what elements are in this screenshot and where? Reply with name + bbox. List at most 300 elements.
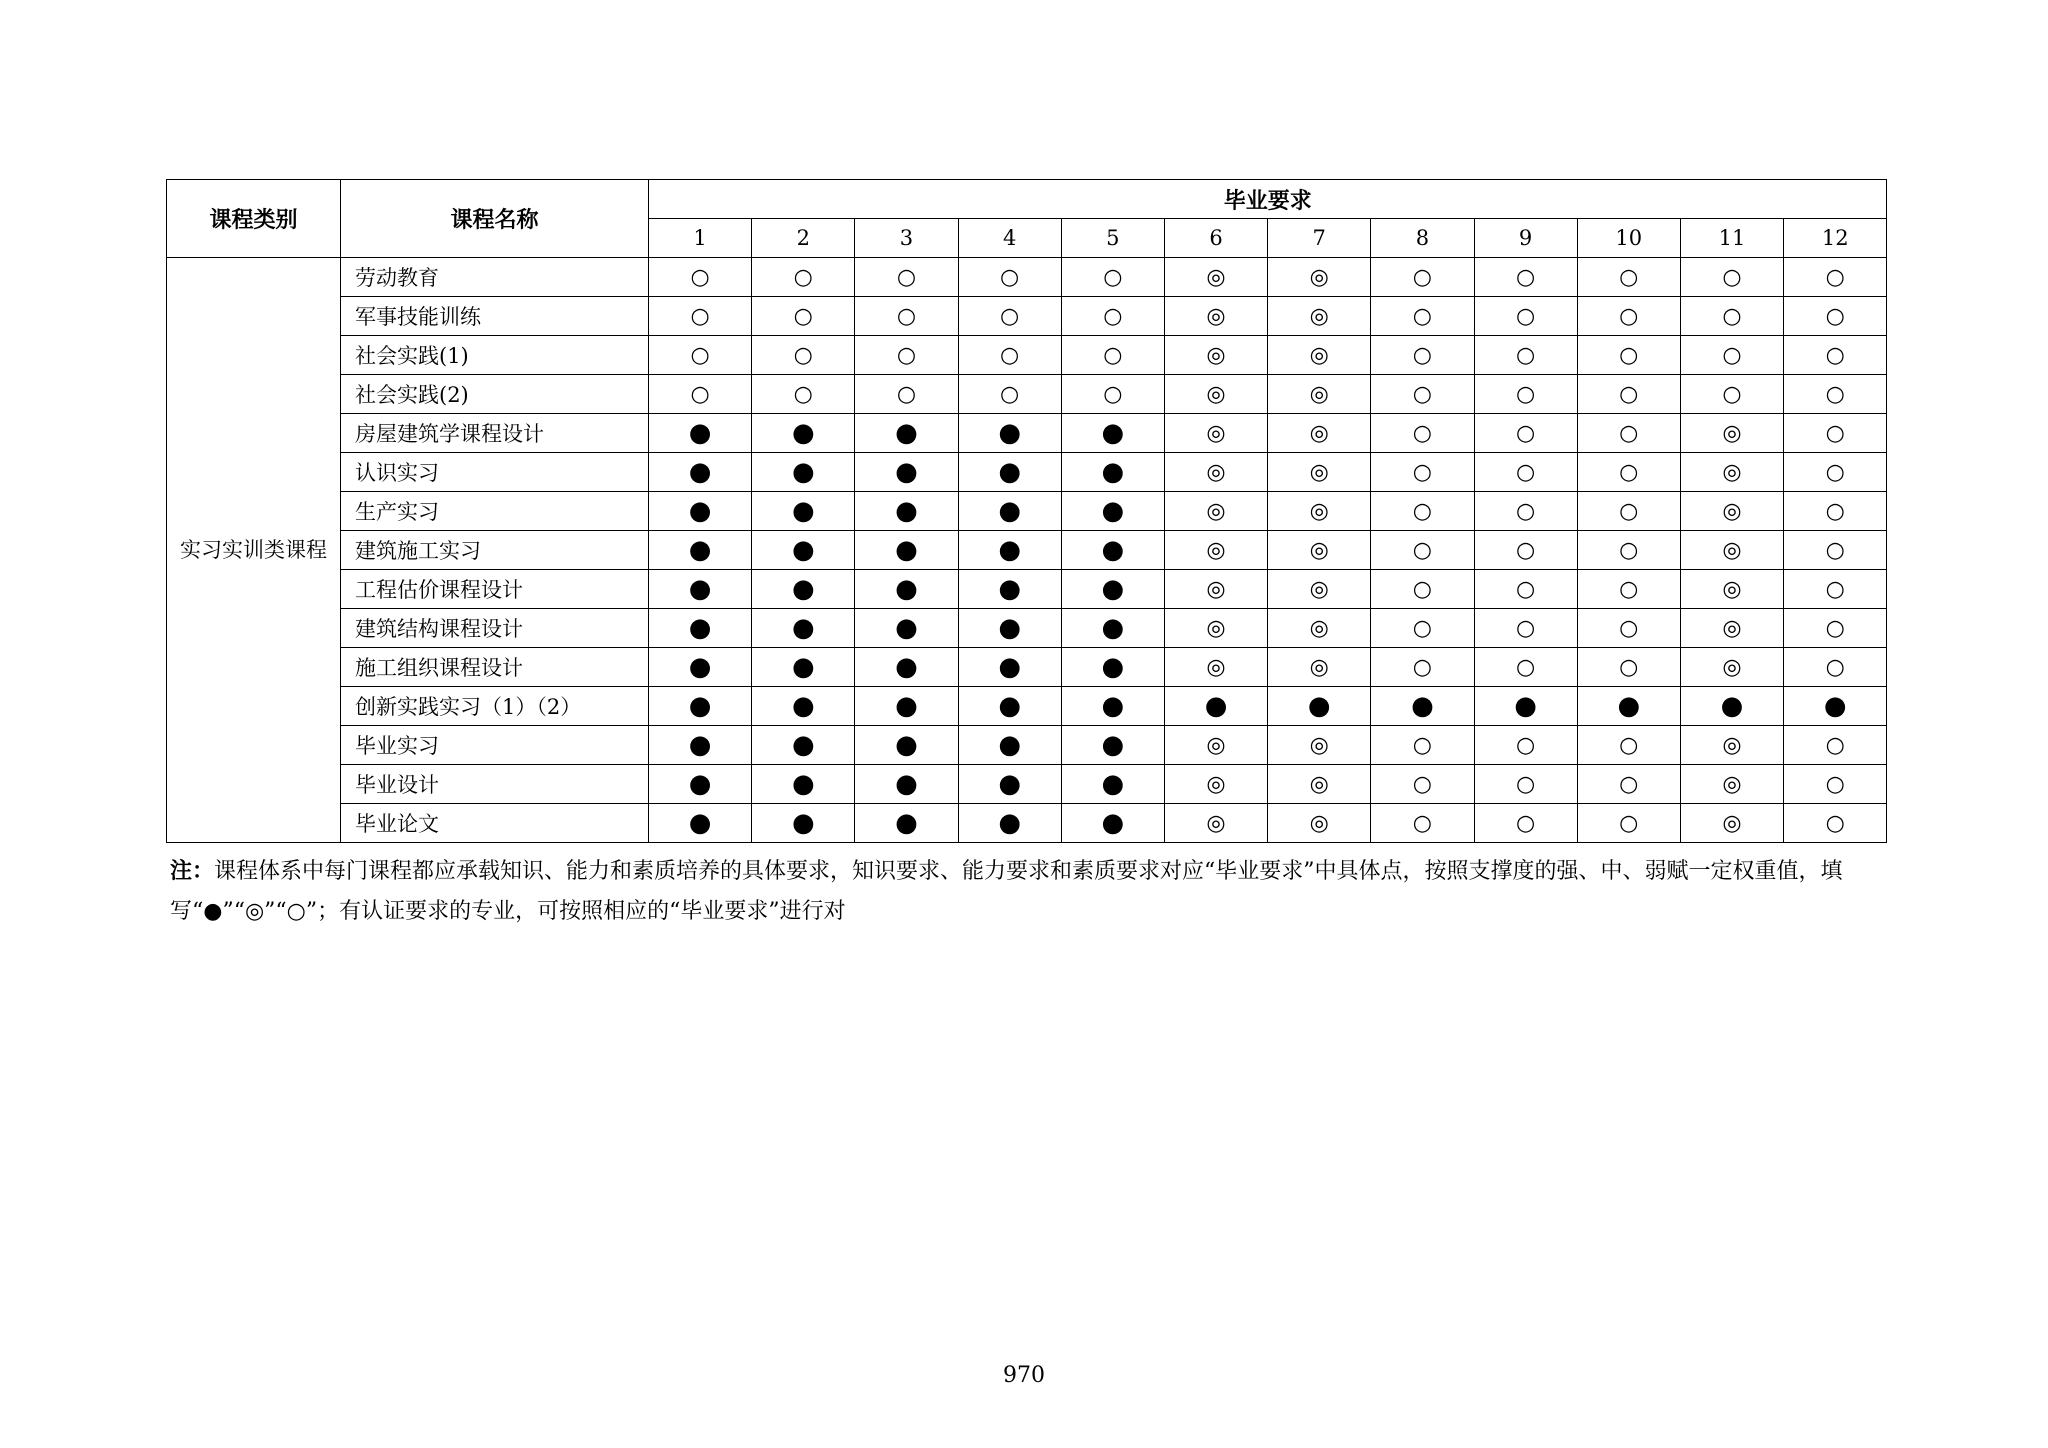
support-level-cell [1680,609,1783,648]
support-level-cell [1061,336,1164,375]
weak-support-mark: ○ [1825,499,1845,524]
weak-support-mark: ○ [1722,382,1742,407]
support-level-cell [1164,570,1267,609]
support-level-cell [1680,258,1783,297]
course-name-cell: 军事技能训练 [341,297,649,336]
requirement-column-header: 9 [1474,219,1577,258]
strong-support-mark: ● [1101,418,1125,448]
support-level-cell [1784,648,1887,687]
weak-support-mark: ○ [793,382,813,407]
table-row [167,765,1887,804]
medium-support-mark: ◎ [1206,304,1226,329]
weak-support-mark: ○ [690,382,710,407]
support-level-cell [1164,414,1267,453]
support-level-cell [649,414,752,453]
support-level-cell [1784,258,1887,297]
weak-support-mark: ○ [1825,538,1845,563]
strong-support-mark: ● [1101,769,1125,799]
weak-support-mark: ○ [793,265,813,290]
support-level-cell [649,687,752,726]
support-level-cell [1268,648,1371,687]
header-graduation-requirements: 毕业要求 [649,180,1887,219]
support-level-cell [1164,492,1267,531]
support-level-cell [649,375,752,414]
medium-support-mark: ◎ [1722,538,1742,563]
support-level-cell [1164,687,1267,726]
strong-support-mark: ● [791,535,815,565]
support-level-cell [1577,531,1680,570]
weak-support-mark: ○ [1412,304,1432,329]
strong-support-mark: ● [1101,613,1125,643]
support-level-cell [752,765,855,804]
strong-support-mark: ● [688,496,712,526]
support-level-cell [1371,531,1474,570]
support-level-cell [1268,609,1371,648]
strong-support-mark: ● [998,574,1021,604]
strong-support-mark: ● [998,496,1021,526]
weak-support-mark: ○ [1825,811,1845,836]
medium-support-mark: ◎ [1309,265,1329,290]
support-level-cell [1164,609,1267,648]
support-level-cell [958,570,1061,609]
weak-support-mark: ○ [1412,577,1432,602]
support-level-cell [1577,765,1680,804]
support-level-cell [1371,258,1474,297]
support-level-cell [1577,804,1680,843]
support-level-cell [752,297,855,336]
weak-support-mark: ○ [1825,421,1845,446]
weak-support-mark: ○ [896,304,917,329]
support-level-cell [1164,375,1267,414]
support-level-cell [1577,336,1680,375]
weak-support-mark: ○ [1515,655,1536,680]
strong-support-mark: ● [895,496,918,526]
support-level-cell [1371,726,1474,765]
weak-support-mark: ○ [1619,772,1639,797]
support-level-cell [1268,687,1371,726]
strong-support-mark: ● [895,418,918,448]
support-level-cell [1680,336,1783,375]
support-level-cell [752,492,855,531]
support-level-cell [1371,687,1474,726]
course-name-cell: 毕业设计 [341,765,649,804]
weak-support-mark: ○ [1412,499,1432,524]
support-level-cell [752,570,855,609]
weak-support-mark: ○ [1412,460,1432,485]
table-row [167,492,1887,531]
table-row [167,804,1887,843]
weak-support-mark: ○ [1619,733,1639,758]
weak-support-mark: ○ [1412,616,1432,641]
strong-support-mark: ● [791,574,815,604]
strong-support-mark: ● [1101,691,1125,721]
weak-support-mark: ○ [1515,538,1536,563]
support-level-cell [1474,297,1577,336]
strong-support-mark: ● [998,730,1021,760]
support-level-cell [958,804,1061,843]
support-level-cell [1577,726,1680,765]
medium-support-mark: ◎ [1206,382,1226,407]
medium-support-mark: ◎ [1309,772,1329,797]
strong-support-mark: ● [688,457,712,487]
support-level-cell [649,492,752,531]
support-level-cell [649,648,752,687]
matrix-body [167,258,1887,843]
medium-support-mark: ◎ [1309,538,1329,563]
table-row [167,609,1887,648]
weak-support-mark: ○ [1103,265,1123,290]
weak-support-mark: ○ [1619,304,1639,329]
weak-support-mark: ○ [1825,616,1845,641]
support-level-cell [1268,336,1371,375]
medium-support-mark: ◎ [1206,499,1226,524]
weak-support-mark: ○ [1722,343,1742,368]
support-level-cell [649,609,752,648]
support-level-cell [1474,336,1577,375]
table-row [167,453,1887,492]
support-level-cell [1680,804,1783,843]
support-level-cell [958,609,1061,648]
support-level-cell [1164,336,1267,375]
requirement-column-header: 12 [1784,219,1887,258]
strong-support-mark: ● [791,457,815,487]
support-level-cell [1680,297,1783,336]
support-level-cell [1577,492,1680,531]
weak-support-mark: ○ [1722,265,1742,290]
strong-support-mark: ● [688,691,712,721]
support-level-cell [855,609,958,648]
requirement-column-header: 5 [1061,219,1164,258]
support-level-cell [1371,375,1474,414]
support-level-cell [1061,453,1164,492]
medium-support-mark: ◎ [1309,655,1329,680]
weak-support-mark: ○ [1412,421,1432,446]
medium-support-mark: ◎ [1206,265,1226,290]
table-row [167,336,1887,375]
requirement-column-header: 2 [752,219,855,258]
support-level-cell [1268,414,1371,453]
support-level-cell [1371,765,1474,804]
weak-support-mark: ○ [1515,304,1536,329]
strong-support-mark: ● [895,535,918,565]
support-level-cell [855,414,958,453]
weak-support-mark: ○ [1515,343,1536,368]
medium-support-mark: ◎ [1309,460,1329,485]
weak-support-mark: ○ [1825,655,1845,680]
strong-support-mark: ● [998,808,1021,838]
course-name-cell: 社会实践(1) [341,336,649,375]
support-level-cell [1577,687,1680,726]
support-level-cell [1474,453,1577,492]
strong-support-mark: ● [895,457,918,487]
support-level-cell [1577,297,1680,336]
table-row [167,726,1887,765]
strong-support-mark: ● [895,574,918,604]
requirement-column-header: 8 [1371,219,1474,258]
support-level-cell [1784,570,1887,609]
support-level-cell [1371,297,1474,336]
support-level-cell [1268,375,1371,414]
strong-support-mark: ● [1823,691,1847,721]
support-level-cell [1164,297,1267,336]
weak-support-mark: ○ [1825,772,1845,797]
support-level-cell [1164,765,1267,804]
course-category-cell: 实习实训类课程 [167,258,341,843]
medium-support-mark: ◎ [1206,616,1226,641]
weak-support-mark: ○ [1515,616,1536,641]
strong-support-mark: ● [791,613,815,643]
weak-support-mark: ○ [793,304,813,329]
strong-support-mark: ● [1101,574,1125,604]
weak-support-mark: ○ [1515,265,1536,290]
weak-support-mark: ○ [1412,382,1432,407]
support-level-cell [1680,414,1783,453]
support-level-cell [649,765,752,804]
strong-support-mark: ● [791,808,815,838]
weak-support-mark: ○ [1619,265,1639,290]
support-level-cell [1577,414,1680,453]
support-level-cell [855,258,958,297]
strong-support-mark: ● [998,418,1021,448]
strong-support-mark: ● [1101,496,1125,526]
support-level-cell [958,765,1061,804]
support-level-cell [1577,570,1680,609]
strong-support-mark: ● [1411,691,1434,721]
strong-support-mark: ● [688,652,712,682]
weak-support-mark: ○ [690,343,710,368]
table-row [167,258,1887,297]
strong-support-mark: ● [1101,457,1125,487]
weak-support-mark: ○ [1515,499,1536,524]
weak-support-mark: ○ [1825,304,1845,329]
support-level-cell [1474,804,1577,843]
support-level-cell [1474,765,1577,804]
requirement-column-header: 7 [1268,219,1371,258]
requirement-column-header: 1 [649,219,752,258]
weak-support-mark: ○ [896,382,917,407]
strong-support-mark: ● [1101,808,1125,838]
strong-support-mark: ● [1101,730,1125,760]
weak-support-mark: ○ [1619,421,1639,446]
table-row [167,687,1887,726]
table-row [167,570,1887,609]
course-name-cell: 毕业论文 [341,804,649,843]
note-text: 课程体系中每门课程都应承载知识、能力和素质培养的具体要求，知识要求、能力要求和素质要求对应“毕业要求”中具体点，按照支撑度的强、中、弱赋一定权重值，填写“●”“◎”“○”；有认证要求的专业，可按照相应的“毕业要求”进行对 [170,859,1843,924]
course-name-cell: 社会实践(2) [341,375,649,414]
medium-support-mark: ◎ [1309,343,1329,368]
requirements-matrix-table [166,179,1887,843]
weak-support-mark: ○ [1825,577,1845,602]
support-level-cell [958,726,1061,765]
support-level-cell [855,726,958,765]
support-level-cell [855,453,958,492]
weak-support-mark: ○ [1103,343,1123,368]
weak-support-mark: ○ [1515,460,1536,485]
support-level-cell [1268,765,1371,804]
weak-support-mark: ○ [1515,811,1536,836]
support-level-cell [1061,531,1164,570]
course-name-cell: 毕业实习 [341,726,649,765]
course-name-cell: 建筑施工实习 [341,531,649,570]
weak-support-mark: ○ [690,265,710,290]
medium-support-mark: ◎ [1206,655,1226,680]
weak-support-mark: ○ [1619,811,1639,836]
support-level-cell [1061,726,1164,765]
weak-support-mark: ○ [1619,499,1639,524]
medium-support-mark: ◎ [1722,577,1742,602]
weak-support-mark: ○ [1103,304,1123,329]
weak-support-mark: ○ [1412,655,1432,680]
support-level-cell [1164,726,1267,765]
support-level-cell [1164,453,1267,492]
weak-support-mark: ○ [690,304,710,329]
support-level-cell [958,297,1061,336]
course-name-cell: 房屋建筑学课程设计 [341,414,649,453]
support-level-cell [1061,765,1164,804]
weak-support-mark: ○ [1000,265,1020,290]
support-level-cell [1577,648,1680,687]
medium-support-mark: ◎ [1206,460,1226,485]
medium-support-mark: ◎ [1722,616,1742,641]
support-level-cell [855,492,958,531]
weak-support-mark: ○ [1825,343,1845,368]
support-level-cell [1784,453,1887,492]
support-level-cell [855,531,958,570]
strong-support-mark: ● [688,574,712,604]
strong-support-mark: ● [998,652,1021,682]
support-level-cell [1164,531,1267,570]
weak-support-mark: ○ [1619,382,1639,407]
support-level-cell [1474,375,1577,414]
course-name-cell: 认识实习 [341,453,649,492]
strong-support-mark: ● [688,730,712,760]
support-level-cell [1680,687,1783,726]
support-level-cell [1474,492,1577,531]
support-level-cell [1784,492,1887,531]
support-level-cell [1680,375,1783,414]
support-level-cell [752,804,855,843]
support-level-cell [855,687,958,726]
support-level-cell [1577,609,1680,648]
support-level-cell [1577,375,1680,414]
support-level-cell [1371,414,1474,453]
support-level-cell [1268,531,1371,570]
medium-support-mark: ◎ [1206,577,1226,602]
support-level-cell [958,687,1061,726]
support-level-cell [958,375,1061,414]
table-row [167,297,1887,336]
support-level-cell [752,648,855,687]
support-level-cell [958,258,1061,297]
strong-support-mark: ● [688,613,712,643]
support-level-cell [1784,609,1887,648]
strong-support-mark: ● [1720,691,1744,721]
support-level-cell [958,414,1061,453]
support-level-cell [1164,648,1267,687]
support-level-cell [1268,258,1371,297]
strong-support-mark: ● [998,535,1021,565]
support-level-cell [752,414,855,453]
support-level-cell [855,570,958,609]
support-level-cell [855,375,958,414]
medium-support-mark: ◎ [1309,382,1329,407]
support-level-cell [649,297,752,336]
support-level-cell [1268,804,1371,843]
strong-support-mark: ● [998,457,1021,487]
strong-support-mark: ● [895,808,918,838]
support-level-cell [1371,648,1474,687]
support-level-cell [958,648,1061,687]
course-name-cell: 创新实践实习（1）（2） [341,687,649,726]
support-level-cell [1680,765,1783,804]
support-level-cell [1680,648,1783,687]
medium-support-mark: ◎ [1309,616,1329,641]
support-level-cell [855,804,958,843]
support-level-cell [1680,726,1783,765]
medium-support-mark: ◎ [1722,499,1742,524]
support-level-cell [752,531,855,570]
support-level-cell [649,336,752,375]
header-row-1 [167,180,1887,219]
support-level-cell [958,453,1061,492]
medium-support-mark: ◎ [1722,460,1742,485]
medium-support-mark: ◎ [1206,811,1226,836]
support-level-cell [752,687,855,726]
course-name-cell: 劳动教育 [341,258,649,297]
support-level-cell [1268,492,1371,531]
weak-support-mark: ○ [1515,382,1536,407]
support-level-cell [958,336,1061,375]
strong-support-mark: ● [688,808,712,838]
weak-support-mark: ○ [1825,265,1845,290]
strong-support-mark: ● [1514,691,1537,721]
requirement-column-header: 4 [958,219,1061,258]
support-level-cell [1474,414,1577,453]
medium-support-mark: ◎ [1722,733,1742,758]
weak-support-mark: ○ [1000,382,1020,407]
weak-support-mark: ○ [1412,265,1432,290]
support-level-cell [1680,492,1783,531]
strong-support-mark: ● [895,652,918,682]
strong-support-mark: ● [998,613,1021,643]
support-level-cell [1784,726,1887,765]
support-level-cell [1061,804,1164,843]
table-note [170,851,1890,932]
strong-support-mark: ● [688,535,712,565]
weak-support-mark: ○ [1103,382,1123,407]
support-level-cell [1784,414,1887,453]
weak-support-mark: ○ [1825,733,1845,758]
weak-support-mark: ○ [896,343,917,368]
support-level-cell [1061,375,1164,414]
support-level-cell [1268,570,1371,609]
support-level-cell [1061,297,1164,336]
support-level-cell [1577,453,1680,492]
support-level-cell [1784,804,1887,843]
support-level-cell [1784,375,1887,414]
table-row [167,414,1887,453]
support-level-cell [855,336,958,375]
strong-support-mark: ● [791,418,815,448]
support-level-cell [752,336,855,375]
requirement-column-header: 6 [1164,219,1267,258]
support-level-cell [1371,492,1474,531]
support-level-cell [1784,765,1887,804]
support-level-cell [1371,609,1474,648]
support-level-cell [1474,258,1577,297]
support-level-cell [1680,453,1783,492]
strong-support-mark: ● [1204,691,1228,721]
